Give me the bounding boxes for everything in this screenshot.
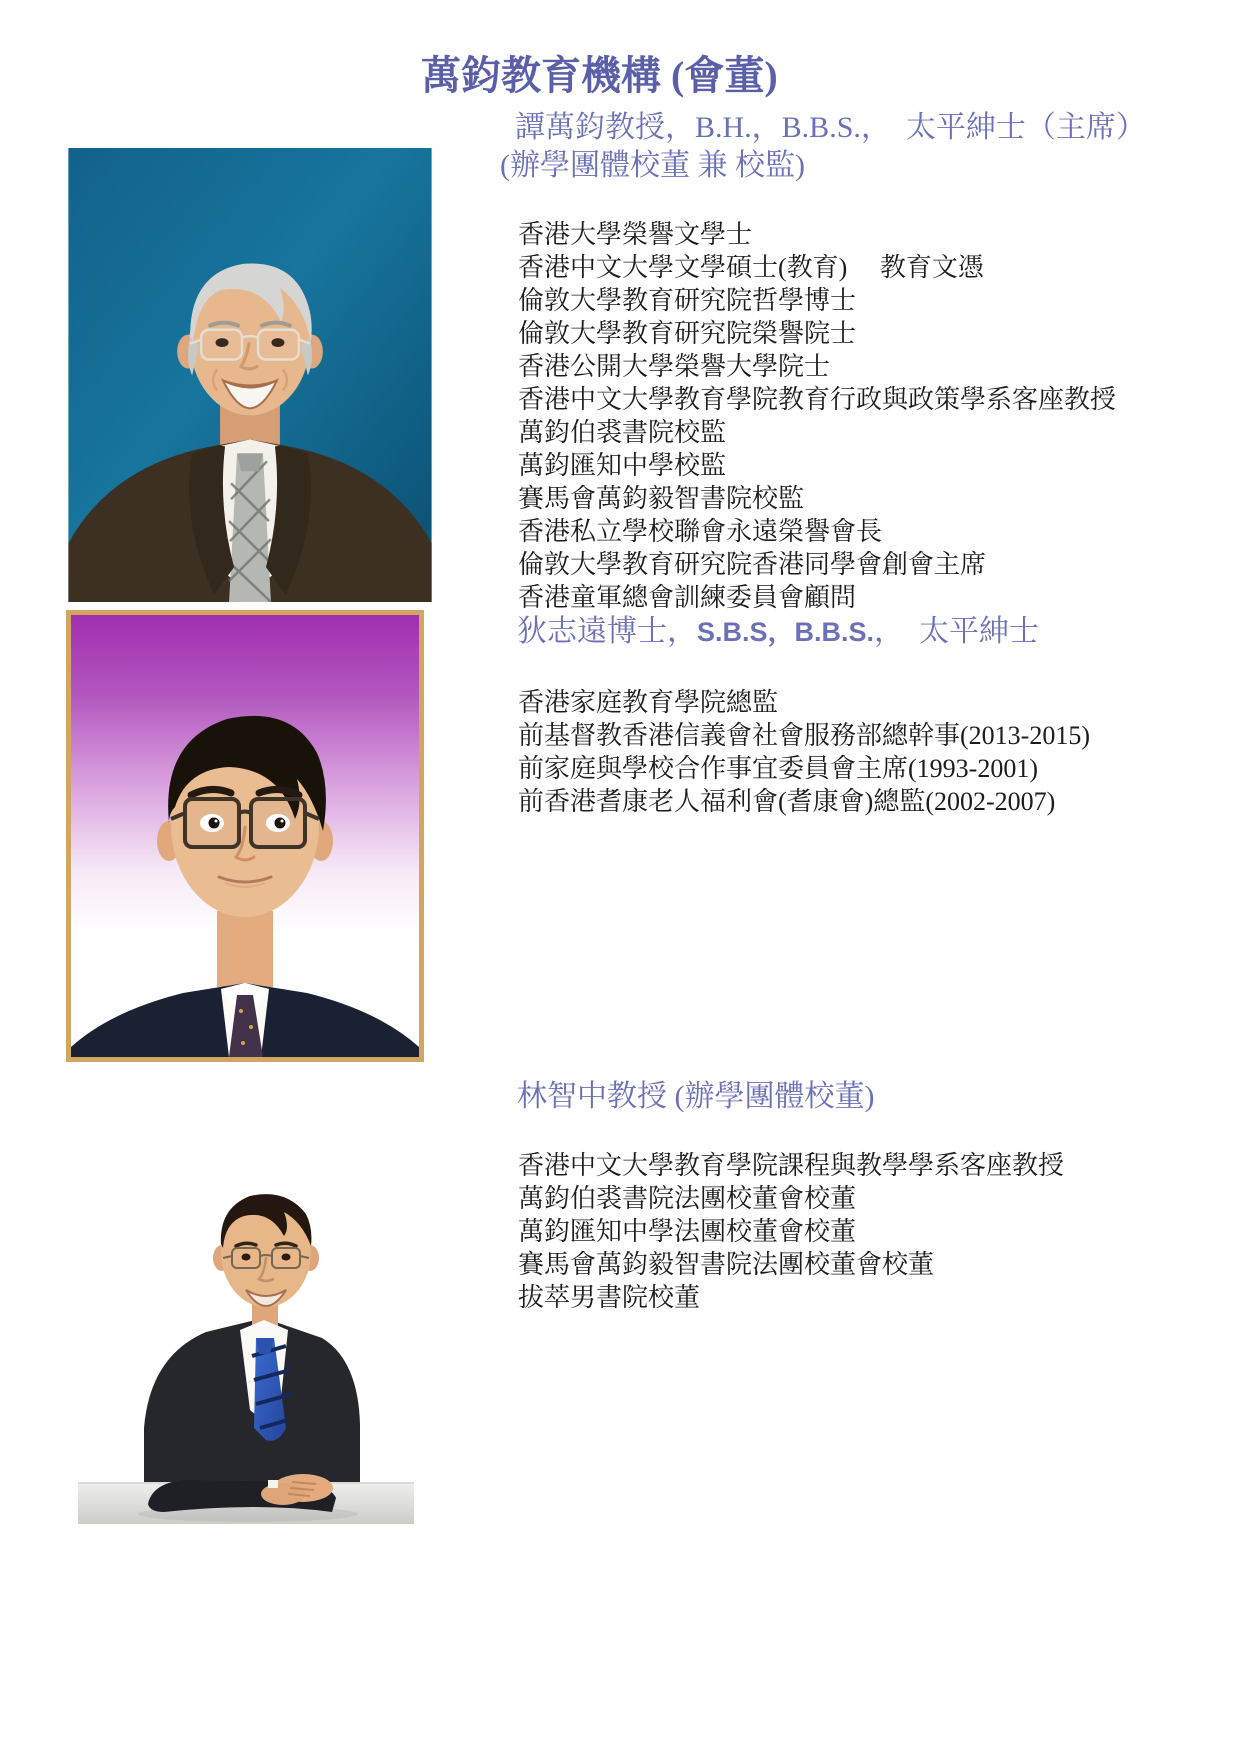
credential-line: 倫敦大學教育研究院榮譽院士 bbox=[518, 319, 857, 348]
member1-honors: B.H.，B.B.S. bbox=[695, 111, 861, 144]
portrait-photo-member1 bbox=[68, 148, 432, 602]
credential-line: 香港中文大學教育學院課程與教學學系客座教授 bbox=[518, 1151, 1065, 1180]
credential-line: 萬鈞伯裘書院法團校董會校董 bbox=[518, 1184, 857, 1213]
member1-title-suffix: ， 太平紳士（主席） bbox=[860, 111, 1146, 144]
member2-honors: S.B.S，B.B.S. bbox=[697, 617, 875, 647]
credential-line: 香港中文大學教育學院教育行政與政策學系客座教授 bbox=[518, 385, 1117, 414]
member3-name-heading bbox=[517, 1078, 874, 1116]
credential-line: 倫敦大學教育研究院哲學博士 bbox=[518, 286, 857, 315]
credential-line: 賽馬會萬鈞毅智書院法團校董會校董 bbox=[518, 1250, 935, 1279]
portrait-photo-member3 bbox=[78, 1132, 414, 1524]
portrait-illustration-member2 bbox=[71, 615, 419, 1057]
page-title: 萬鈞教育機構 (會董) bbox=[421, 53, 778, 98]
credential-line: 賽馬會萬鈞毅智書院校監 bbox=[518, 484, 805, 513]
credential-line: 香港私立學校聯會永遠榮譽會長 bbox=[518, 517, 883, 546]
member1-subheading: (辦學團體校董 兼 校監) bbox=[500, 149, 805, 182]
member3-name: 林智中教授 (辦學團體校董) bbox=[517, 1080, 875, 1113]
credential-line: 萬鈞匯知中學法團校董會校董 bbox=[518, 1217, 857, 1246]
portrait-photo-member2 bbox=[66, 610, 424, 1062]
member2-credentials bbox=[518, 686, 1090, 818]
credential-line: 萬鈞匯知中學校監 bbox=[518, 451, 727, 480]
member1-credentials bbox=[518, 218, 1116, 614]
member2-title-suffix: ， 太平紳士 bbox=[874, 615, 1040, 648]
member2-name-heading bbox=[517, 613, 1039, 651]
credential-line: 前家庭與學校合作事宜委員會主席(1993-2001) bbox=[518, 754, 1038, 783]
member1-name: 譚萬鈞教授， bbox=[515, 111, 695, 144]
member1-name-heading bbox=[515, 109, 1146, 147]
credential-line: 香港家庭教育學院總監 bbox=[518, 688, 779, 717]
credential-line: 香港中文大學文學碩士(教育) 教育文憑 bbox=[518, 253, 984, 282]
credential-line: 萬鈞伯裘書院校監 bbox=[518, 418, 727, 447]
credential-line: 香港公開大學榮譽大學院士 bbox=[518, 352, 831, 381]
member3-credentials bbox=[518, 1149, 1064, 1314]
credential-line: 香港大學榮譽文學士 bbox=[518, 220, 753, 249]
credential-line: 前基督教香港信義會社會服務部總幹事(2013-2015) bbox=[518, 721, 1090, 750]
credential-line: 前香港耆康老人福利會(耆康會)總監(2002-2007) bbox=[518, 787, 1056, 816]
credential-line: 香港童軍總會訓練委員會顧問 bbox=[518, 583, 857, 612]
credential-line: 倫敦大學教育研究院香港同學會創會主席 bbox=[518, 550, 987, 579]
member2-name: 狄志遠博士， bbox=[517, 615, 697, 648]
credential-line: 拔萃男書院校董 bbox=[518, 1283, 701, 1312]
portrait-illustration-member3 bbox=[78, 1132, 414, 1524]
portrait-illustration-member1 bbox=[68, 148, 432, 602]
